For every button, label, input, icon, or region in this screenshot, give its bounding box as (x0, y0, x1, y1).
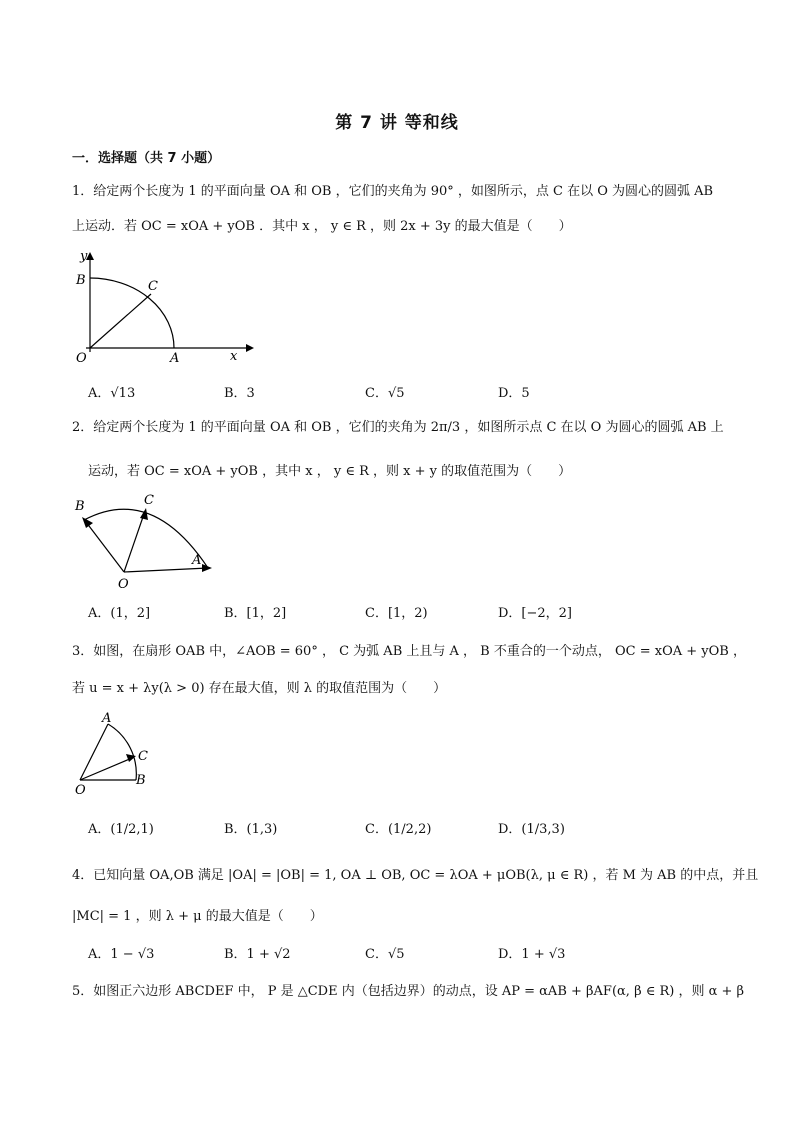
q2-text-line1: 2．给定两个长度为 1 的平面向量 OA 和 OB ，它们的夹角为 2π/3 ，如图所示点 C 在以 O 为圆心的圆弧 AB 上 (72, 420, 724, 435)
q3-text-line2: 若 u = x + λy(λ > 0) 存在最大值，则 λ 的取值范围为（ ） (72, 681, 447, 696)
q1-label-o: O (76, 351, 87, 366)
q1-figure (66, 248, 306, 378)
q3-label-b: B (136, 773, 146, 788)
q2-vector-ob (86, 522, 124, 572)
q4-option-c[interactable]: C．√5 (365, 947, 405, 962)
q3-option-d[interactable]: D．(1/3,3) (498, 822, 565, 837)
q2-arrow-c (140, 508, 148, 520)
q1-label-a: A (170, 351, 180, 366)
q3-option-b[interactable]: B．(1,3) (224, 822, 278, 837)
q3-label-c: C (138, 749, 148, 764)
q3-label-o: O (75, 783, 86, 798)
q1-segment-oc (90, 294, 151, 348)
q3-text-line1: 3．如图，在扇形 OAB 中，∠AOB = 60° ， C 为弧 AB 上且与 A ， B 不重合的一个动点， OC = xOA + yOB ， (72, 644, 746, 659)
q1-label-x: x (230, 349, 238, 364)
q4-text-line2: |MC| = 1 ，则 λ + μ 的最大值是（ ） (72, 909, 323, 924)
q4-option-d[interactable]: D．1 + √3 (498, 947, 566, 962)
q1-label-c: C (148, 279, 158, 294)
q1-option-c[interactable]: C．√5 (365, 386, 405, 401)
q1-label-b: B (76, 273, 86, 288)
q1-text-line2: 上运动．若 OC = xOA + yOB ．其中 x ， y ∈ R ，则 2x + 3y 的最大值是（ ） (72, 219, 572, 234)
q2-text-line2: 运动，若 OC = xOA + yOB ，其中 x ， y ∈ R ，则 x + y 的取值范围为（ ） (88, 464, 572, 479)
q2-option-b[interactable]: B．[1，2] (224, 606, 287, 621)
q1-option-d[interactable]: D．5 (498, 386, 530, 401)
q3-option-a[interactable]: A．(1/2,1) (88, 822, 154, 837)
q2-vector-oc (124, 514, 144, 572)
q3-segment-oa (80, 724, 108, 780)
q1-text-line1: 1．给定两个长度为 1 的平面向量 OA 和 OB ，它们的夹角为 90° ，如图所示，点 C 在以 O 为圆心的圆弧 AB (72, 184, 714, 199)
q3-arc-ab (108, 724, 136, 780)
q2-label-o: O (118, 577, 129, 592)
q4-option-b[interactable]: B．1 + √2 (224, 947, 291, 962)
q4-text-line1: 4．已知向量 OA,OB 满足 |OA| = |OB| = 1, OA ⊥ OB, OC = λOA + μOB(λ, μ ∈ R) ，若 M 为 AB 的中点，并且 (72, 868, 759, 883)
q3-vector-oc (80, 758, 132, 780)
q1-option-b[interactable]: B．3 (224, 386, 255, 401)
q2-label-b: B (75, 499, 85, 514)
q5-text-line1: 5．如图正六边形 ABCDEF 中， P 是 △CDE 内（包括边界）的动点，设 AP = αAB + βAF(α, β ∈ R) ，则 α + β (72, 984, 745, 999)
q1-option-a[interactable]: A．√13 (88, 386, 136, 401)
q4-option-a[interactable]: A．1 − √3 (88, 947, 155, 962)
q2-label-a: A (192, 553, 202, 568)
page-title: 第 7 讲 等和线 (335, 113, 459, 133)
q3-figure (72, 708, 172, 798)
q3-label-a: A (102, 711, 112, 726)
q3-option-c[interactable]: C．(1/2,2) (365, 822, 432, 837)
section-heading: 一．选择题（共 7 小题） (72, 151, 221, 166)
q2-label-c: C (144, 493, 154, 508)
q2-vector-oa (124, 568, 208, 572)
q2-option-d[interactable]: D．[−2，2] (498, 606, 573, 621)
q1-x-arrow (246, 344, 254, 352)
q2-arrow-a (202, 564, 212, 572)
q2-option-a[interactable]: A．(1，2] (88, 606, 151, 621)
q1-label-y: y (80, 249, 88, 264)
q2-option-c[interactable]: C．[1，2) (365, 606, 428, 621)
q2-figure (72, 492, 232, 592)
